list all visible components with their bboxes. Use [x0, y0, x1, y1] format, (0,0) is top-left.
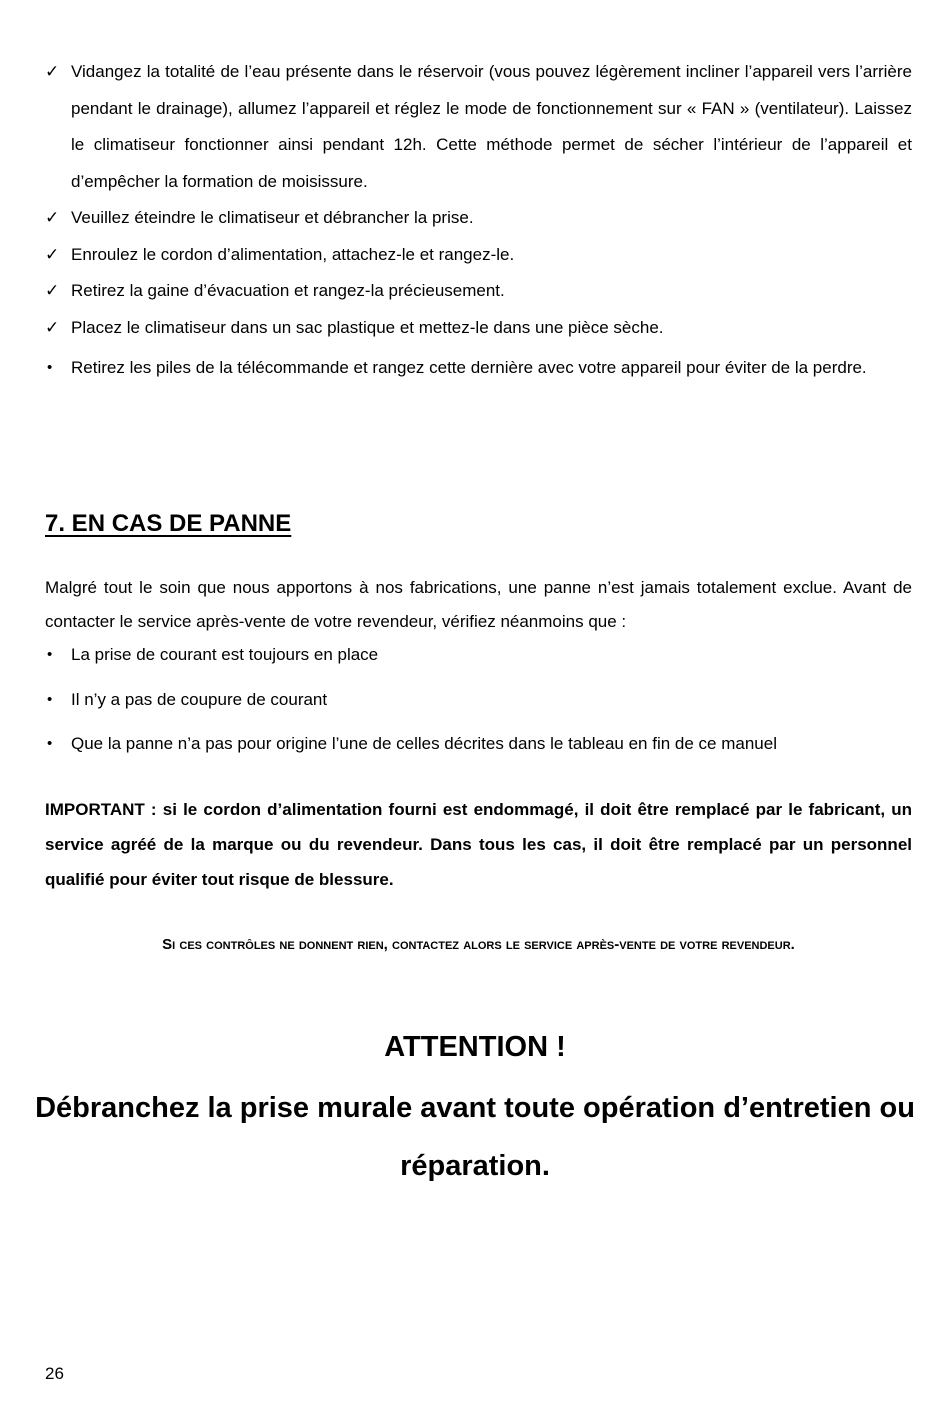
list-item [45, 727, 912, 761]
list-item-text: Placez le climatiseur dans un sac plastique et mettez-le dans une pièce sèche. [71, 317, 664, 337]
list-item-text: La prise de courant est toujours en place [71, 645, 379, 664]
list-item [45, 683, 912, 717]
attention-text: Débranchez la prise murale avant toute opération d’entretien ou réparation. [35, 1092, 915, 1182]
list-item [45, 54, 912, 200]
checkmark-icon: ✓ [45, 281, 60, 300]
checkmark-icon: ✓ [45, 62, 60, 81]
section-intro: Malgré tout le soin que nous apportons à nos fabrications, une panne n’est jamais totalement exclue. Avant de contacter le service après-vente de votre revendeur, vérifiez néanmoins que : [45, 578, 912, 631]
bullet-icon: • [47, 690, 53, 708]
bullet-icon: • [47, 735, 53, 752]
list-item [45, 638, 912, 672]
checkmark-icon: ✓ [45, 208, 60, 227]
storage-steps-list [45, 54, 912, 384]
list-item-text: Vidangez la totalité de l’eau présente dans le réservoir (vous pouvez légèrement incliner l’appareil vers l’arrière pendant le drainage), allumez l’appareil et réglez le mode de fonctionnement sur « FAN » (ventilateur). Laissez le climatiseur fonctionner ainsi pendant 12h. Cette méthode permet de sécher l’intérieur de l’appareil et d’empêcher la formation de moisissure. [71, 62, 912, 191]
controls-note: Si ces contrôles ne donnent rien, contactez alors le service après-vente de votre revendeur. [162, 936, 795, 953]
bullet-icon: • [47, 359, 53, 376]
list-item [45, 273, 912, 310]
list-item-text: Retirez les piles de la télécommande et rangez cette dernière avec votre appareil pour éviter de la perdre. [71, 358, 867, 377]
list-item [45, 237, 912, 274]
page-number: 26 [45, 1364, 64, 1383]
list-item-text: Enroulez le cordon d’alimentation, attachez-le et rangez-le. [71, 244, 515, 264]
list-item-text: Veuillez éteindre le climatiseur et débrancher la prise. [71, 208, 474, 227]
list-item-text: Retirez la gaine d’évacuation et rangez-la précieusement. [71, 281, 505, 300]
checkmark-icon: ✓ [45, 317, 60, 337]
list-item-text: Il n’y a pas de coupure de courant [71, 689, 328, 709]
checks-list [45, 638, 912, 772]
important-notice: IMPORTANT : si le cordon d’alimentation fourni est endommagé, il doit être remplacé par le fabricant, un service agréé de la marque ou du revendeur. Dans tous les cas, il doit être remplacé par un personnel qualifié pour éviter tout risque de blessure. [45, 800, 912, 889]
list-item-text: Que la panne n’a pas pour origine l’une de celles décrites dans le tableau en fin de ce manuel [71, 734, 777, 753]
list-item [45, 351, 912, 384]
bullet-icon: • [47, 646, 53, 663]
checkmark-icon: ✓ [45, 244, 60, 264]
section-title: 7. EN CAS DE PANNE [45, 510, 292, 537]
list-item [45, 310, 912, 347]
attention-title: ATTENTION ! [384, 1031, 566, 1063]
list-item [45, 200, 912, 237]
